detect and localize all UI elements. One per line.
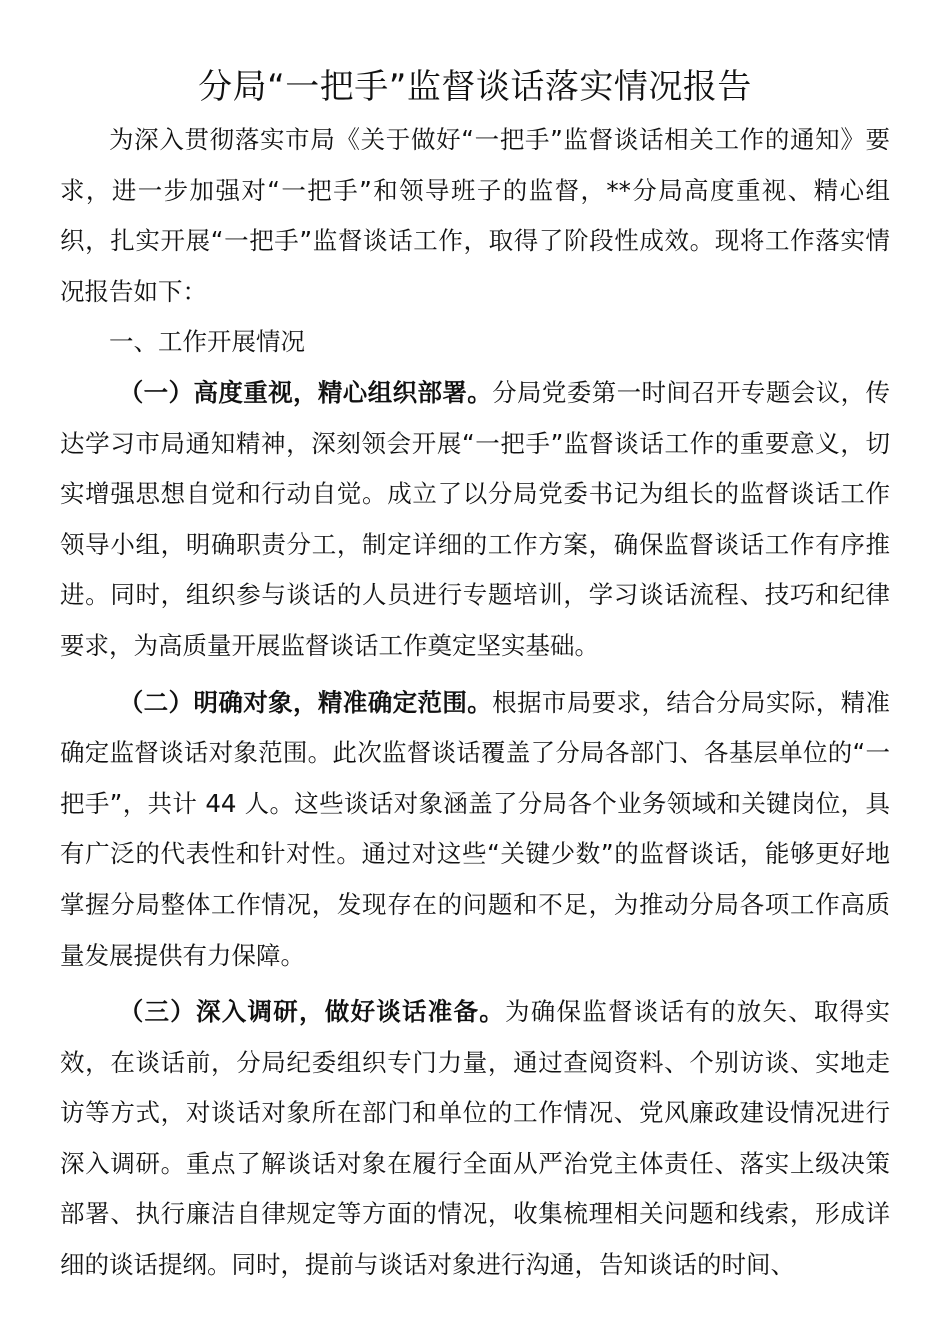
item-paragraph-1 [60,368,890,672]
item-lead-3: （三）深入调研，做好谈话准备。 [118,997,506,1027]
intro-paragraph: 为深入贯彻落实市局《关于做好“一把手”监督谈话相关工作的通知》要求，进一步加强对“一把手”和领导班子的监督，**分局高度重视、精心组织，扎实开展“一把手”监督谈话工作，取得了阶段性成效。现将工作落实情况报告如下： [60,125,890,306]
item-text-1: 分局党委第一时间召开专题会议，传达学习市局通知精神，深刻领会开展“一把手”监督谈话工作的重要意义，切实增强思想自觉和行动自觉。成立了以分局党委书记为组长的监督谈话工作领导小组，明确职责分工，制定详细的工作方案，确保监督谈话工作有序推进。同时，组织参与谈话的人员进行专题培训，学习谈话流程、技巧和纪律要求，为高质量开展监督谈话工作奠定坚实基础。 [60,377,891,660]
item-lead-2: （二）明确对象，精准确定范围。 [118,687,493,717]
item-lead-1: （一）高度重视，精心组织部署。 [118,377,493,407]
item-paragraph-2 [60,678,890,982]
item-text-2: 根据市局要求，结合分局实际，精准确定监督谈话对象范围。此次监督谈话覆盖了分局各部门、各基层单位的“一把手”，共计 44 人。这些谈话对象涵盖了分局各个业务领域和关键岗位，具有广泛的代表性和针对性。通过对这些“关键少数”的监督谈话，能够更好地掌握分局整体工作情况，发现存在的问题和不足，为推动分局各项工作高质量发展提供有力保障。 [60,687,891,970]
item-text-3: 为确保监督谈话有的放矢、取得实效，在谈话前，分局纪委组织专门力量，通过查阅资料、个别访谈、实地走访等方式，对谈话对象所在部门和单位的工作情况、党风廉政建设情况进行深入调研。重点了解谈话对象在履行全面从严治党主体责任、落实上级决策部署、执行廉洁自律规定等方面的情况，收集梳理相关问题和线索，形成详细的谈话提纲。同时，提前与谈话对象进行沟通，告知谈话的时间、 [60,997,891,1280]
document-title: 分局“一把手”监督谈话落实情况报告 [198,67,752,107]
section-heading: 一、工作开展情况 [109,327,305,357]
item-paragraph-3 [60,987,890,1291]
